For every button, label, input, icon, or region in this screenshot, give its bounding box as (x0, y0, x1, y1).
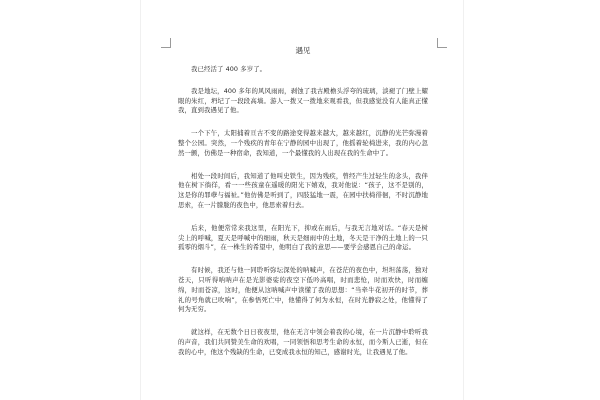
top-right-margin-mark (437, 38, 447, 48)
paragraph-1: 我已经活了 400 多岁了。 (191, 65, 267, 73)
paragraph-2: 我是地坛，400 多年的风风雨雨，剥蚀了我古殿檐头浮夸的琉璃，淡褪了门壁上耀眼的朱红，坍圮了一段段高墙。游人一拨又一拨地来观看我，但我感觉没有人能真正懂我，直到我遇见了他。 (178, 86, 428, 115)
document-body[interactable] (178, 46, 428, 371)
top-left-margin-mark (161, 38, 171, 48)
paragraph-6: 有时候，我还与他一同聆听弥坛深处的呐喊声，在苍茫的夜色中，坦坦荡荡，独对苍天，只听得呐呐声在是光影婆娑的夜空下低吟高唱，时而悲怆，时而欢快，时而缠绵，时而苍凉，这时，他便从这呐喊声中读懂了我的思想：“当牵牛花初开的时节，葬礼的号角就已吹响”，在参悟死亡中，他懂得了何为永恒，在时光静寂之处，他懂得了何为无穷。 (178, 266, 428, 314)
paragraph-7: 就这样，在无数个日日夜夜里，他在无言中领会着我的心境，在一片沉静中聆听我的声音，我们共同赞美生命的欢唱，一同领悟和思考生命的永恒，而今斯人已逝，但在我的心中，他这个残缺的生命，已变成我永恒的知己，感谢时光，让我遇见了他。 (178, 328, 428, 356)
document-title: 遇见 (295, 46, 311, 55)
document-page (140, 0, 464, 400)
paragraph-5: 后来，他便常常来我这里，在阳光下，抑或在雨后，与我无言地对话。“春天是树尖上的呼喊，夏天是呼喊中的细雨，秋天是细雨中的土地，冬天是干净的土地上的一只孤零的烟斗”，在一株生的希望中，他明白了我的意思——要学会感恩自己的命运。 (178, 223, 428, 252)
paragraph-4: 相处一段时间后，我知道了他叫史铁生，因为残疾，曾经产生过轻生的念头，我伴他在树下徜徉，看一一些孩童在遥暖的阳光下嬉戏，我对他说：“孩子，这不是别的，这是你的罪孽与福祉。”他仿佛是听到了，四肢猛地一震，在园中扶椅徘徊，不时沉静地思索，在一片朦胧的夜色中，他思索着归去。 (178, 171, 428, 209)
paragraph-3: 一个下午，太阳捕着亘古不变的路途变得越来越大，越来越红，沉静的光芒弥漫着整个公园。突然，一个残疾的青年在宁静的园中出现了，他摇着轮椅进来，我的内心忽然一颤，仿佛是一种宿命，我知道，一个最懂我的人出现在我的生命中了。 (178, 129, 428, 157)
